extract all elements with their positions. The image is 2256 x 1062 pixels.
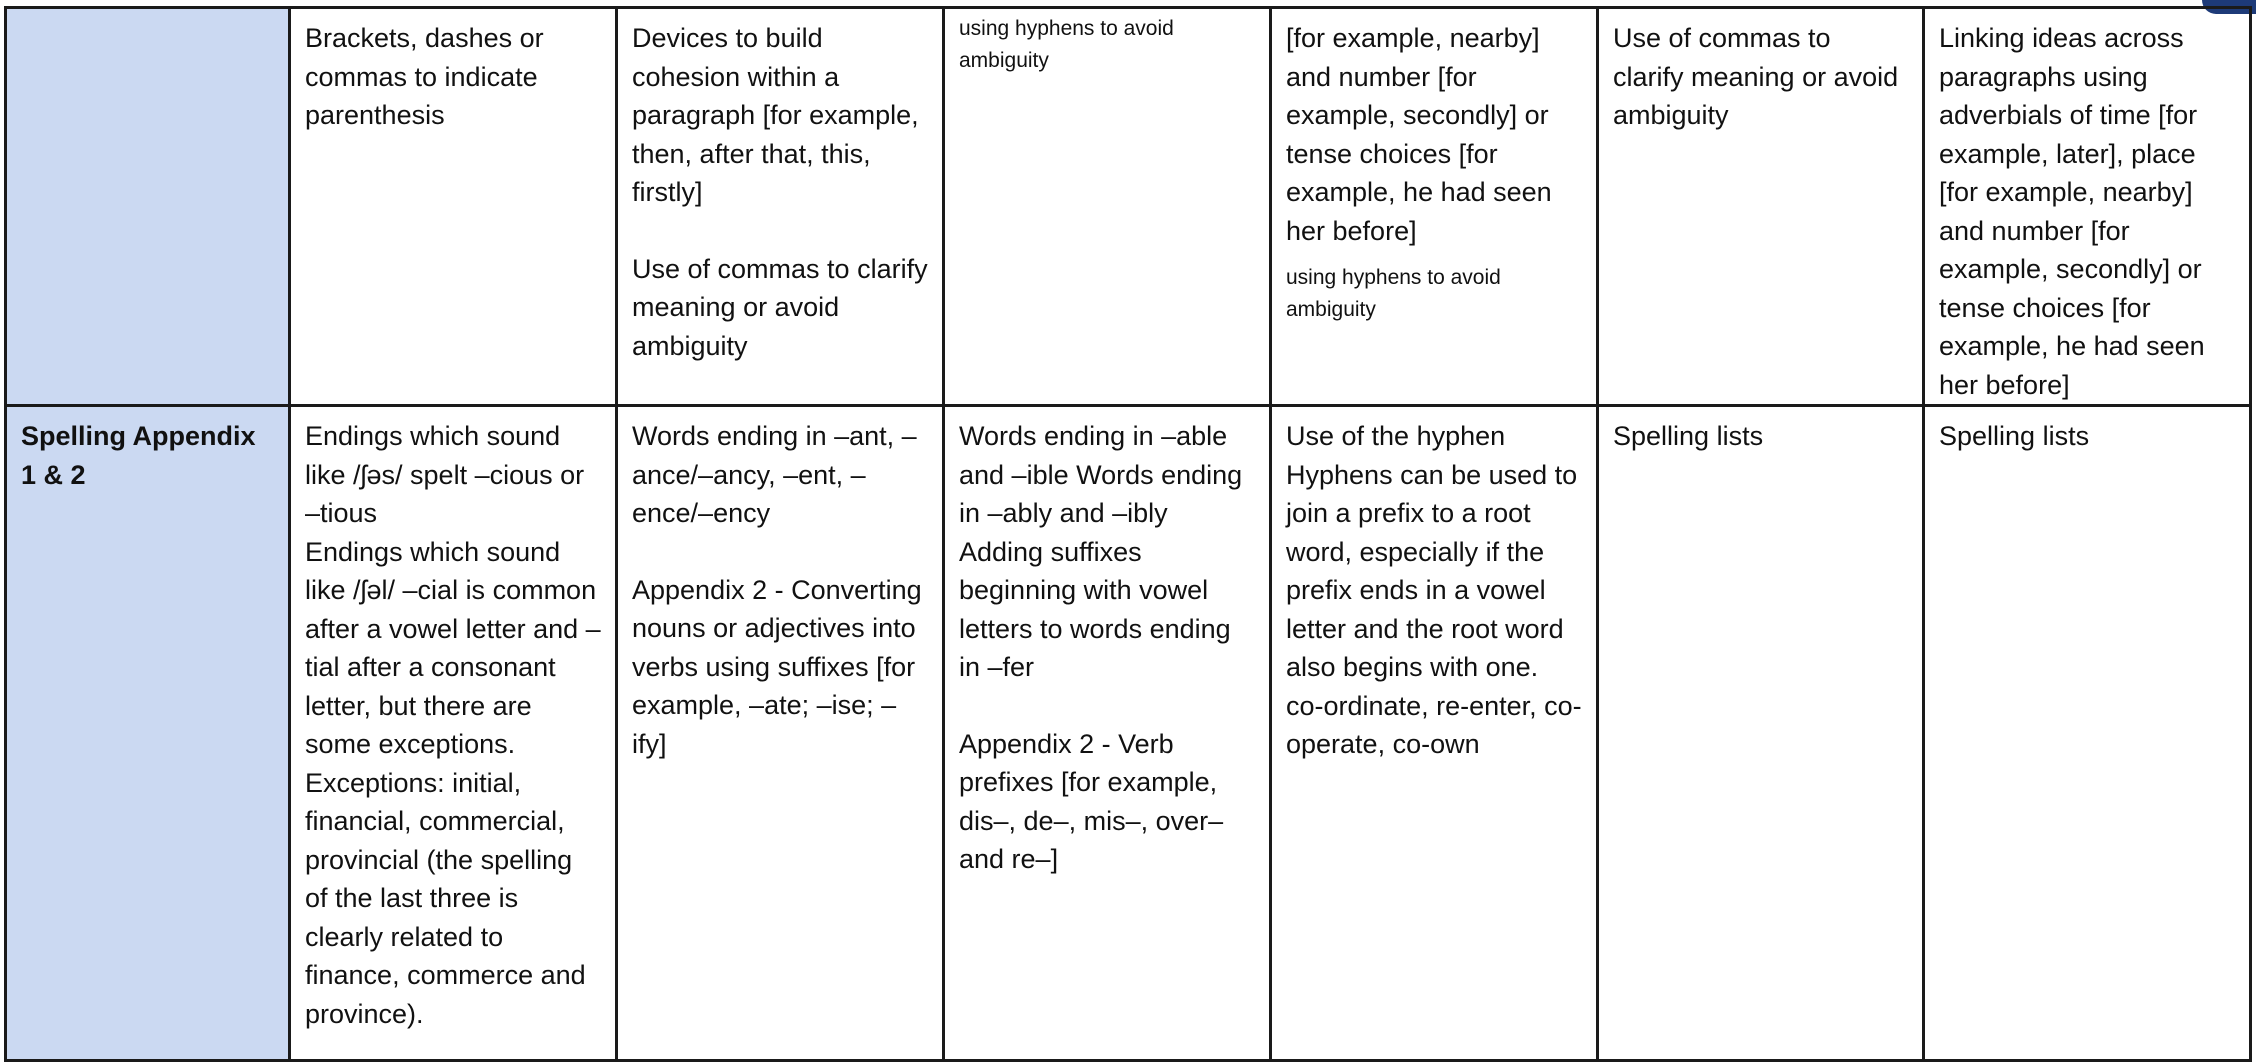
paragraph-gap (632, 212, 928, 250)
cell-text: Use of commas to clarify meaning or avoid ambiguity (1613, 23, 1899, 130)
table-cell (617, 406, 944, 1061)
table-cell (290, 406, 617, 1061)
cell-text: Use of commas to clarify meaning or avoid ambiguity (632, 253, 928, 361)
table-row (6, 8, 2251, 406)
table-cell (1271, 406, 1598, 1061)
cell-text: Appendix 2 - Verb prefixes [for example, dis–, de–, mis–, over– and re–] (959, 728, 1224, 874)
table-cell (944, 8, 1271, 406)
paragraph-gap (632, 533, 928, 571)
row-header-cell (6, 406, 290, 1061)
cell-text: Brackets, dashes or commas to indicate parenthesis (305, 23, 544, 130)
cell-text: Devices to build cohesion within a paragraph [for example, then, after that, this, firstly] (632, 23, 919, 207)
table-cell (1598, 8, 1924, 406)
cell-text: Use of the hyphen Hyphens can be used to join a prefix to a root word, especially if the prefix ends in a vowel letter and the root word also begins with one. co-ordinate, re-enter, co-operate, co-own (1286, 421, 1582, 759)
cell-text: Appendix 2 - Converting nouns or adjectives into verbs using suffixes [for example, –ate; –ise; –ify] (632, 574, 922, 759)
paragraph-gap (959, 687, 1255, 725)
table-cell (1271, 8, 1598, 406)
cell-note-small: using hyphens to avoid ambiguity (959, 17, 1174, 72)
cell-text: [for example, nearby] and number [for example, secondly] or tense choices [for example, he had seen her before] (1286, 23, 1552, 246)
cell-text: Spelling lists (1939, 421, 2090, 451)
row-header-label: Spelling Appendix 1 & 2 (21, 421, 256, 490)
table-cell (290, 8, 617, 406)
table-cell (944, 406, 1271, 1061)
table-cell (1598, 406, 1924, 1061)
cell-text: Endings which sound like /ʃəs/ spelt –cious or –tious Endings which sound like /ʃəl/ –cial is common after a vowel letter and –tial after a consonant letter, but there are some exceptions. Exceptions: initial, financial, commercial, provincial (the spelling of the last three is clearly related to finance, commerce and province). (305, 421, 601, 1029)
cell-text: Linking ideas across paragraphs using adverbials of time [for example, later], place [for example, nearby] and number [for example, secondly] or tense choices [for example, he had seen her before] (1939, 23, 2205, 400)
table-row (6, 406, 2251, 1061)
cell-note-small: using hyphens to avoid ambiguity (1286, 266, 1501, 321)
table-cell (1924, 406, 2251, 1061)
curriculum-table (4, 6, 2252, 1062)
cell-text: Spelling lists (1613, 421, 1764, 451)
cell-text: Words ending in –able and –ible Words ending in –ably and –ibly Adding suffixes beginning with vowel letters to words ending in –fer (959, 421, 1243, 682)
table-cell (617, 8, 944, 406)
row-header-cell (6, 8, 290, 406)
cell-text: Words ending in –ant, –ance/–ancy, –ent, –ence/–ency (632, 421, 917, 528)
table-cell (1924, 8, 2251, 406)
